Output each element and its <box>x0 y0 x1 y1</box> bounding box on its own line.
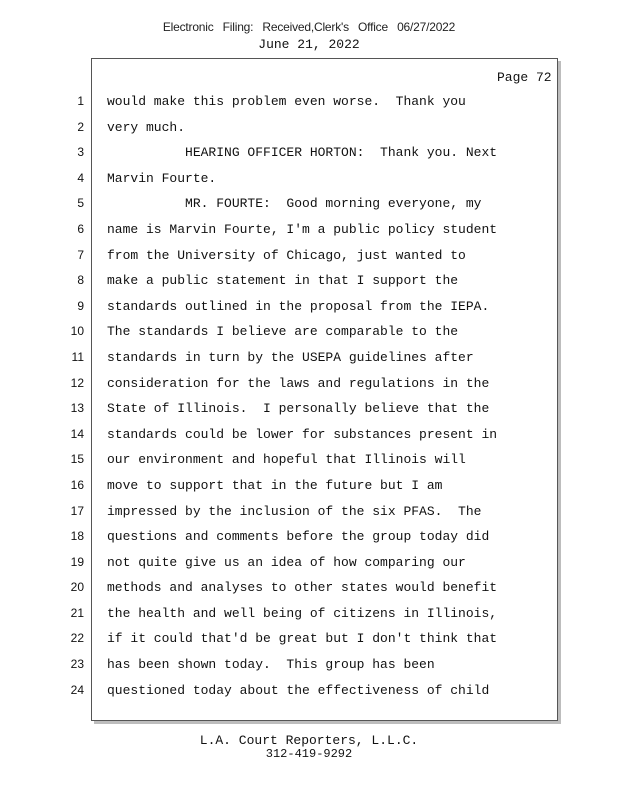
transcript-line <box>0 474 618 500</box>
reporter-phone: 312-419-9292 <box>265 747 353 761</box>
line-text: name is Marvin Fourte, I'm a public policy student <box>107 221 498 237</box>
line-number: 20 <box>70 580 84 595</box>
page-number: Page 72 <box>497 70 552 85</box>
transcript-line <box>0 167 618 193</box>
transcript-lines <box>0 90 618 704</box>
line-text: would make this problem even worse. Thank you <box>107 94 466 109</box>
line-number: 1 <box>77 94 84 108</box>
transcript-line <box>0 269 618 295</box>
line-number: 9 <box>77 298 84 313</box>
line-number: 6 <box>77 221 84 236</box>
transcript-line <box>0 90 618 116</box>
transcript-line <box>0 551 618 577</box>
transcript-line <box>0 320 618 346</box>
line-text: impressed by the inclusion of the six PFAS. The <box>107 503 482 519</box>
line-text: standards in turn by the USEPA guidelines after <box>107 349 474 365</box>
line-number: 7 <box>77 247 84 262</box>
line-number: 8 <box>77 273 84 288</box>
line-number: 11 <box>71 349 84 364</box>
reporter-company: L.A. Court Reporters, L.L.C. <box>199 733 419 748</box>
transcript-line <box>0 679 618 705</box>
line-text: move to support that in the future but I am <box>107 477 443 493</box>
line-text: from the University of Chicago, just wanted to <box>107 247 466 263</box>
transcript-line <box>0 192 618 218</box>
line-text: HEARING OFFICER HORTON: Thank you. Next <box>107 145 498 161</box>
line-text: very much. <box>107 119 186 135</box>
transcript-line <box>0 372 618 398</box>
line-text: Marvin Fourte. <box>107 170 217 186</box>
line-text: not quite give us an idea of how comparing our <box>107 554 466 570</box>
line-number: 5 <box>77 196 84 211</box>
line-number: 2 <box>77 119 84 134</box>
line-number: 22 <box>70 631 84 646</box>
line-number: 18 <box>70 529 84 544</box>
line-text: make a public statement in that I support the <box>107 273 459 289</box>
line-text: standards outlined in the proposal from the IEPA. <box>107 298 490 314</box>
line-number: 13 <box>70 401 84 416</box>
transcript-line <box>0 244 618 270</box>
transcript-line <box>0 295 618 321</box>
line-text: MR. FOURTE: Good morning everyone, my <box>107 196 482 212</box>
line-number: 16 <box>70 477 84 492</box>
transcript-line <box>0 116 618 142</box>
transcript-line <box>0 627 618 653</box>
transcript-date: June 21, 2022 <box>258 37 360 52</box>
line-number: 19 <box>70 554 84 569</box>
line-text: questions and comments before the group today did <box>107 529 490 545</box>
line-text: methods and analyses to other states would benefit <box>107 580 498 596</box>
line-text: standards could be lower for substances present in <box>107 426 498 442</box>
line-text: the health and well being of citizens in Illinois, <box>107 605 498 621</box>
line-number: 12 <box>70 375 84 390</box>
line-text: our environment and hopeful that Illinois will <box>107 452 466 468</box>
transcript-line <box>0 500 618 526</box>
transcript-line <box>0 397 618 423</box>
transcript-line <box>0 218 618 244</box>
line-number: 24 <box>70 682 84 697</box>
line-text: The standards I believe are comparable to the <box>107 324 459 340</box>
line-number: 23 <box>70 657 84 672</box>
transcript-line <box>0 525 618 551</box>
line-text: consideration for the laws and regulations in the <box>107 375 490 391</box>
filing-stamp: Electronic Filing: Received,Clerk's Office 06/27/2022 <box>162 20 456 34</box>
line-number: 4 <box>77 170 84 185</box>
line-number: 10 <box>70 324 84 339</box>
transcript-line <box>0 576 618 602</box>
line-number: 17 <box>70 503 84 518</box>
line-number: 21 <box>70 605 84 620</box>
transcript-line <box>0 448 618 474</box>
line-number: 3 <box>77 145 84 160</box>
transcript-line <box>0 346 618 372</box>
transcript-line <box>0 653 618 679</box>
line-text: has been shown today. This group has been <box>107 657 435 673</box>
line-number: 14 <box>70 426 84 441</box>
transcript-line <box>0 423 618 449</box>
transcript-line <box>0 141 618 167</box>
transcript-line <box>0 602 618 628</box>
line-number: 15 <box>70 452 84 467</box>
line-text: State of Illinois. I personally believe that the <box>107 401 490 417</box>
line-text: if it could that'd be great but I don't think that <box>107 631 498 647</box>
line-text: questioned today about the effectiveness of child <box>107 682 490 698</box>
